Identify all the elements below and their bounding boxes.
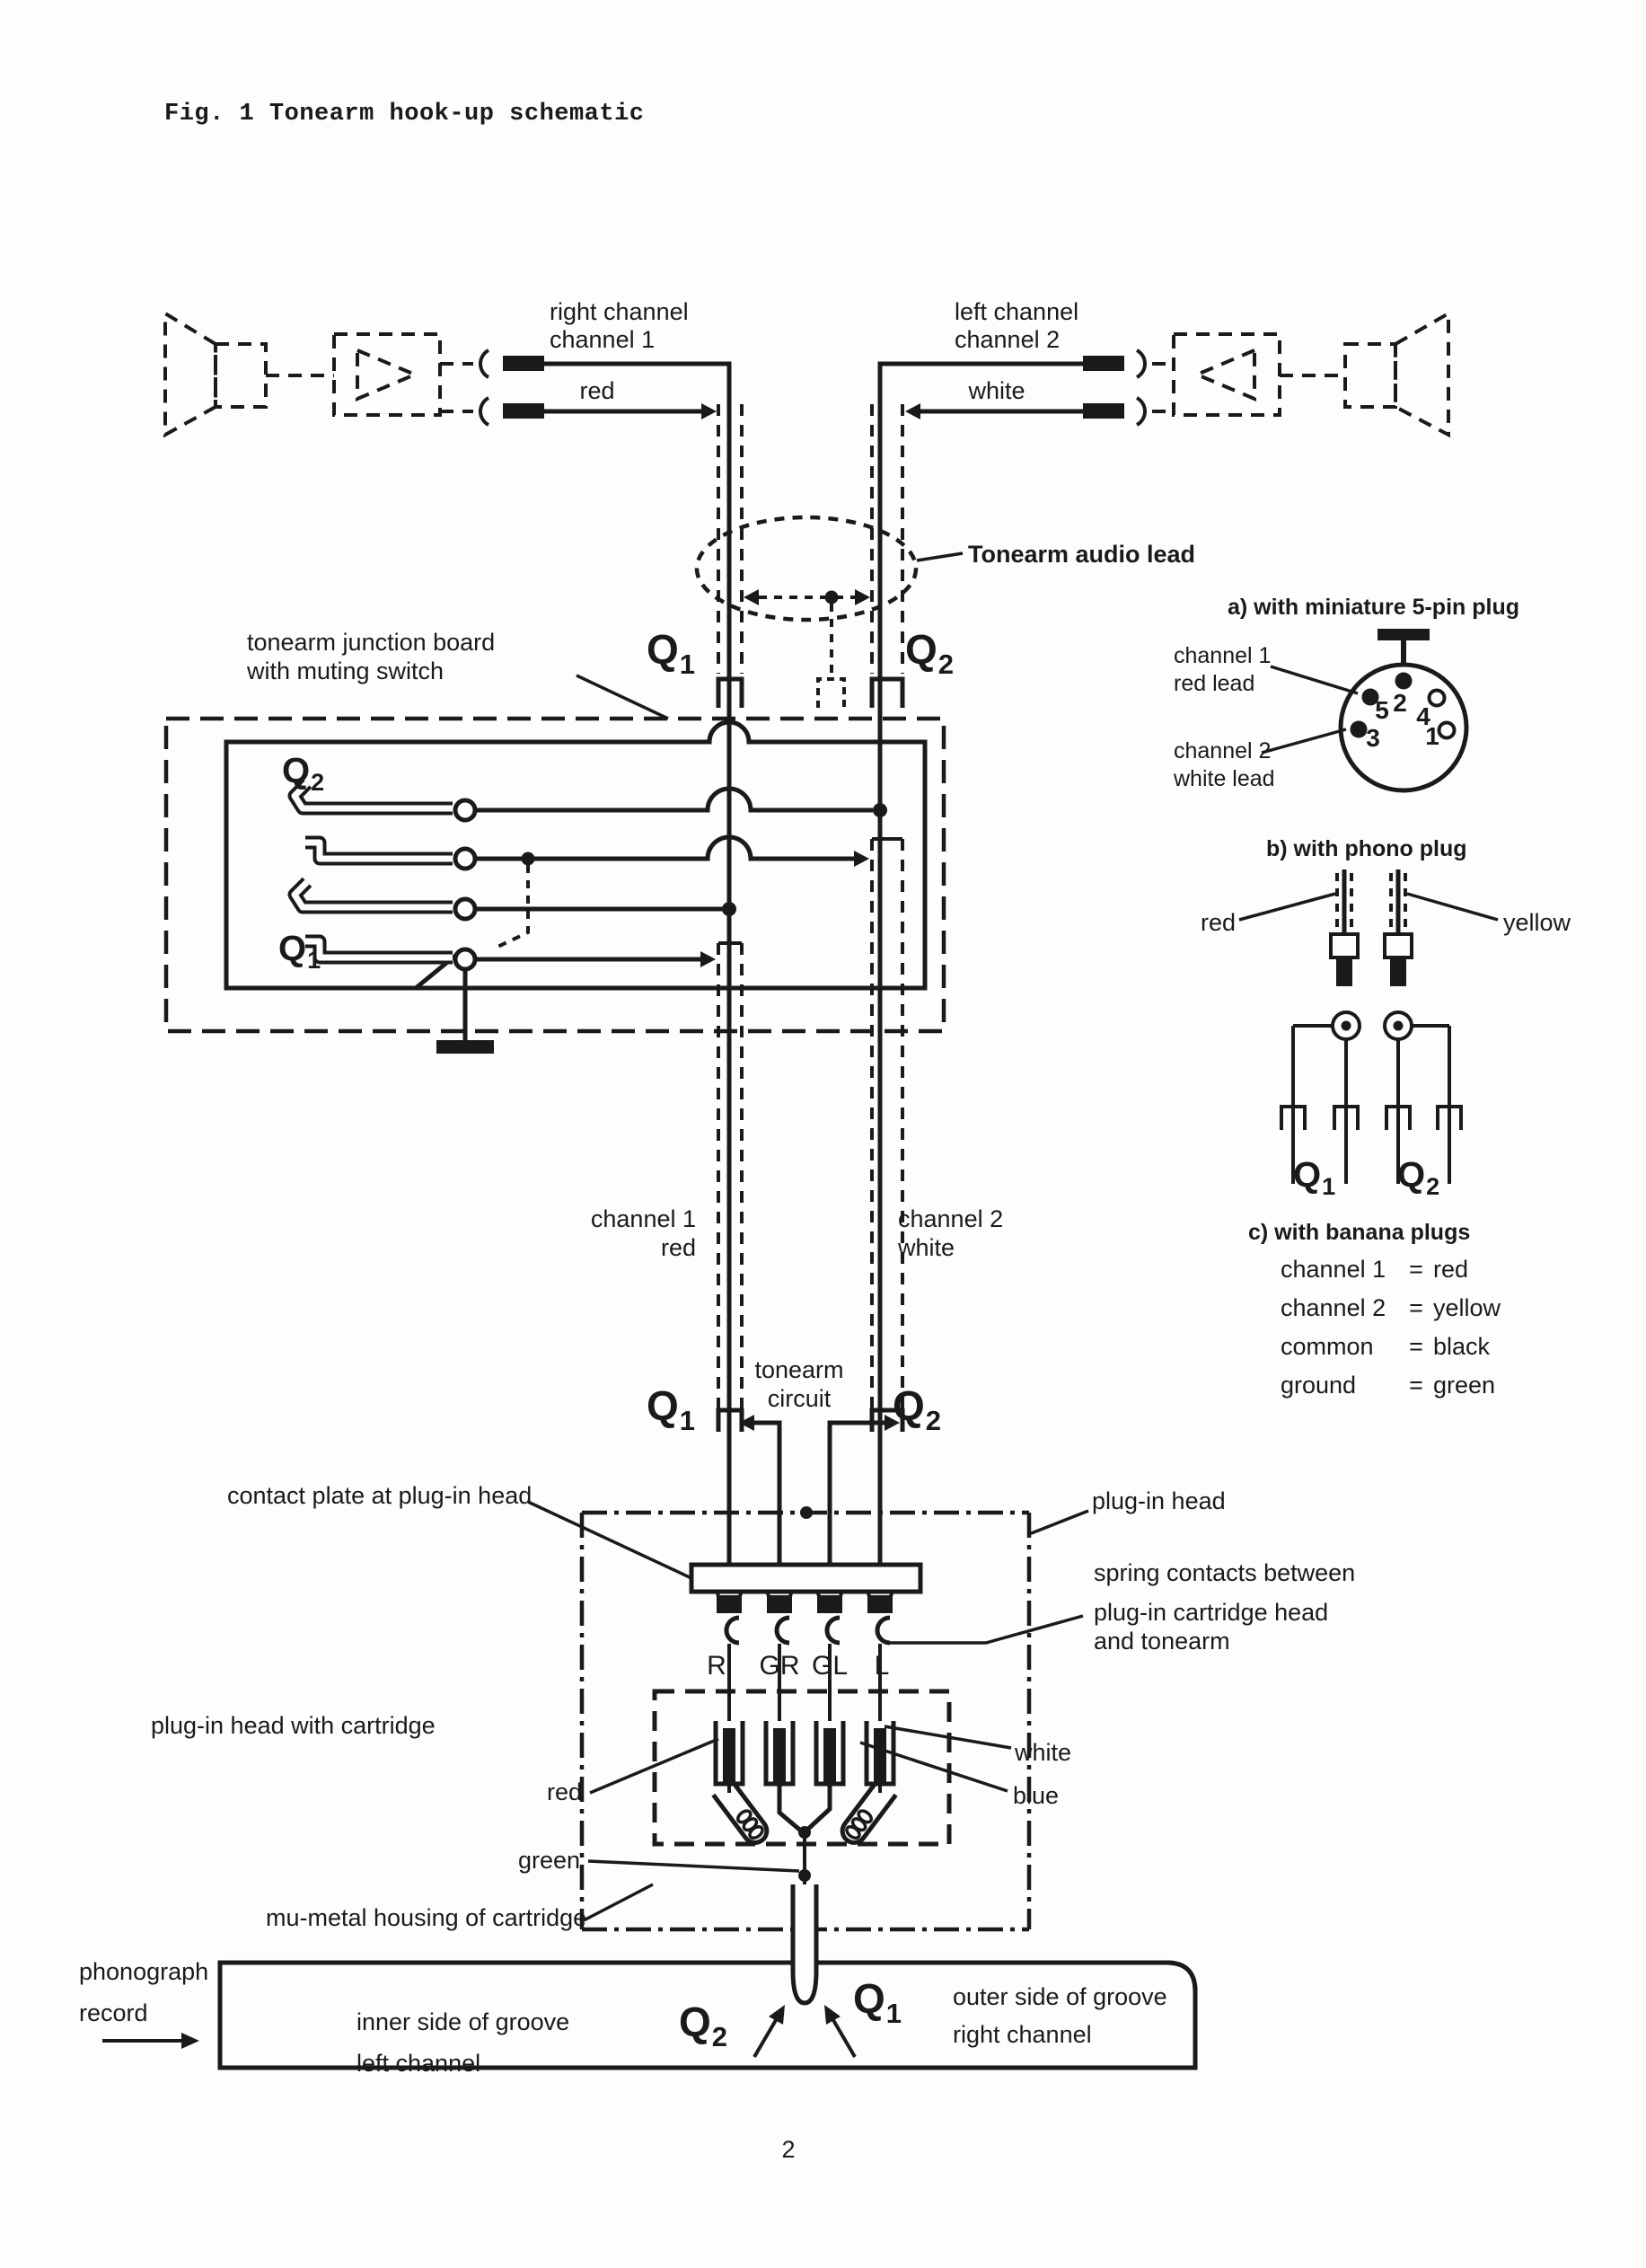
banana-name: channel 1 <box>1281 1256 1386 1283</box>
outer-groove-label: outer side of groove <box>953 1983 1167 2010</box>
q2-top-label: $Q_2$ <box>905 626 955 680</box>
junction-board <box>166 675 944 1054</box>
spring-contact <box>827 1618 840 1643</box>
phono-plug-diagram <box>1239 869 1498 1184</box>
speaker-box-icon <box>216 344 266 407</box>
channel1-red-lead: channel 1 <box>1174 643 1272 668</box>
junction-dot <box>873 803 887 817</box>
panel-a-title: a) with miniature 5-pin plug <box>1228 595 1519 620</box>
phonograph-label: phonograph <box>79 1958 209 1985</box>
phono-yellow-label: yellow <box>1503 909 1571 936</box>
amplifier-triangle-icon <box>357 350 415 399</box>
spring-contact <box>877 1618 890 1643</box>
phono-plug-pin <box>1336 958 1352 986</box>
leader-line <box>1407 894 1498 920</box>
socket-icon <box>1137 398 1145 425</box>
junction-dot <box>800 1506 813 1519</box>
spring-contacts-label: spring contacts between <box>1094 1559 1356 1586</box>
pin-label-5: 5 <box>1375 696 1389 724</box>
left-speaker-amp <box>165 313 489 435</box>
q2-mid-label: $Q_2$ <box>893 1382 942 1436</box>
plug-icon <box>1083 403 1124 419</box>
leader-line <box>588 1861 799 1871</box>
q1-phono-label: $Q_1$ <box>1293 1155 1336 1200</box>
white-wire-label: white <box>968 377 1025 404</box>
contact-circle <box>455 899 475 919</box>
socket-icon <box>480 350 489 377</box>
contact-circle <box>455 849 475 869</box>
phono-red-label: red <box>1200 909 1236 936</box>
mu-metal-label: mu-metal housing of cartridge <box>266 1904 587 1931</box>
banana-value: black <box>1433 1333 1491 1360</box>
inner-groove-label: inner side of groove <box>356 2008 570 2035</box>
arrow-right-icon <box>181 2033 199 2049</box>
panel-b-title: b) with phono plug <box>1266 836 1467 861</box>
red-lead-label: red <box>546 1778 582 1805</box>
arrow-contact <box>905 403 920 419</box>
contact-l-label: L <box>874 1651 890 1681</box>
equals-sign: = <box>1409 1333 1423 1360</box>
left-channel-label: left channel <box>955 298 1079 325</box>
q1-mid-label: $Q_1$ <box>647 1382 696 1436</box>
leader-line <box>1271 666 1358 693</box>
q2-board-label: $Q_2$ <box>282 751 325 796</box>
pin-label-3: 3 <box>1366 724 1380 752</box>
cable2-label: channel 2 <box>898 1205 1004 1232</box>
shield-end-dashed <box>818 679 844 708</box>
phono-plug-collar <box>1331 934 1358 958</box>
cartridge-box <box>655 1691 949 1844</box>
page-number: 2 <box>781 2136 796 2163</box>
banana-name: common <box>1281 1333 1374 1360</box>
cartridge-label: plug-in head with cartridge <box>151 1712 436 1739</box>
banana-name: channel 2 <box>1281 1294 1386 1321</box>
plug-icon <box>1083 356 1124 371</box>
socket-icon <box>1137 350 1145 377</box>
junction-dot <box>825 591 839 605</box>
junction-board-label2: with muting switch <box>247 657 445 684</box>
arrow-contact <box>701 403 717 419</box>
green-lead-label: green <box>517 1847 580 1874</box>
phonograph-record <box>102 1963 1195 2068</box>
leader-line <box>528 1502 691 1578</box>
plug-in-head-label: plug-in head <box>1092 1487 1226 1514</box>
contact-circle <box>455 949 475 969</box>
arrow-contact <box>854 851 869 867</box>
contact-plate-label: contact plate at plug-in head <box>227 1482 533 1509</box>
red-wire-label: red <box>579 377 615 404</box>
cable1-label: channel 1 <box>590 1205 696 1232</box>
junction-dot <box>798 1869 811 1882</box>
outer-groove-label2: right channel <box>953 2021 1092 2048</box>
equals-sign: = <box>1409 1372 1423 1399</box>
white-lead-label: white <box>1015 1739 1072 1766</box>
left-channel-label2: channel 2 <box>955 326 1061 353</box>
right-channel-label2: channel 1 <box>550 326 656 353</box>
leader-line <box>890 1616 1083 1643</box>
q1-bottom-label: $Q_1$ <box>853 1975 902 2029</box>
banana-row <box>1281 1333 1490 1361</box>
muting-switch-lever <box>295 882 453 907</box>
channel2-white-lead: channel 2 <box>1174 738 1272 763</box>
banana-row <box>1281 1294 1501 1322</box>
q1-board-label: $Q_1$ <box>278 929 321 974</box>
q2-bottom-label: $Q_2$ <box>679 1999 728 2052</box>
q2-phono-label: $Q_2$ <box>1397 1155 1440 1200</box>
amplifier-box-icon <box>334 334 440 415</box>
inner-groove-label2: left channel <box>356 2050 481 2077</box>
cable1-label2: red <box>660 1234 696 1261</box>
speaker-box-icon <box>1345 344 1395 407</box>
spring-contacts-label2: plug-in cartridge head <box>1094 1599 1329 1626</box>
cable2-label2: white <box>898 1234 955 1261</box>
leader-line <box>1239 894 1335 920</box>
shield-end <box>872 679 902 708</box>
phono-plug-collar <box>1385 934 1412 958</box>
banana-name: ground <box>1281 1372 1357 1399</box>
amplifier-triangle-icon <box>1197 350 1254 399</box>
amplifier-box-icon <box>1174 334 1280 415</box>
pin-4 <box>1430 691 1445 706</box>
tonearm-circuit-label: tonearm <box>754 1356 844 1383</box>
stylus <box>793 1884 816 2003</box>
equals-sign: = <box>1409 1256 1423 1283</box>
leader-line <box>577 675 668 719</box>
banana-row <box>1281 1256 1468 1284</box>
banana-value: yellow <box>1433 1294 1501 1321</box>
figure-title: Fig. 1 Tonearm hook-up schematic <box>164 101 645 128</box>
right-speaker-amp <box>1137 313 1448 435</box>
spring-contacts-label3: and tonearm <box>1094 1628 1230 1655</box>
speaker-horn-icon <box>1395 313 1448 435</box>
ground-bar <box>1378 629 1430 640</box>
banana-value: green <box>1433 1372 1496 1399</box>
plug-in-head <box>528 1415 1088 1929</box>
junction-board-label: tonearm junction board <box>247 629 496 656</box>
pin-2 <box>1395 673 1413 690</box>
din-plug-diagram <box>1262 629 1466 790</box>
phonograph-label2: record <box>79 1999 148 2026</box>
pin-label-1: 1 <box>1425 722 1439 750</box>
spring-contact <box>726 1618 739 1643</box>
contact-plate <box>691 1565 920 1592</box>
blue-lead-label: blue <box>1013 1782 1060 1809</box>
equals-sign: = <box>1409 1294 1423 1321</box>
tonearm-circuit-label2: circuit <box>767 1385 832 1412</box>
arrow-contact <box>700 951 716 967</box>
pin-label-2: 2 <box>1393 689 1407 717</box>
stylus-group <box>754 1884 855 2057</box>
channel1-red-lead2: red lead <box>1174 671 1255 696</box>
right-channel-label: right channel <box>550 298 689 325</box>
q1-top-label: $Q_1$ <box>647 626 696 680</box>
coil-right <box>838 1781 896 1848</box>
panel-c-title: c) with banana plugs <box>1248 1220 1471 1245</box>
leader-line <box>1029 1511 1088 1534</box>
leader-line <box>584 1884 653 1920</box>
plug-icon <box>503 356 544 371</box>
contact-gr-label: GR <box>759 1651 800 1681</box>
ground-symbol <box>436 1040 494 1054</box>
junction-dot <box>722 902 736 916</box>
speaker-horn-icon <box>165 313 216 435</box>
banana-row <box>1281 1372 1495 1399</box>
audio-lead-label: Tonearm audio lead <box>968 541 1196 568</box>
phono-plug-pin <box>1390 958 1406 986</box>
plug-icon <box>503 403 544 419</box>
contact-gl-label: GL <box>811 1651 849 1681</box>
junction-dot <box>522 852 535 866</box>
leader-line <box>1262 729 1346 753</box>
banana-value: red <box>1433 1256 1469 1283</box>
coil-left <box>713 1781 771 1848</box>
spring-contact <box>777 1618 789 1643</box>
contact-circle <box>455 800 475 820</box>
socket-icon <box>480 398 489 425</box>
contact-r-label: R <box>707 1651 726 1681</box>
channel2-white-lead2: white lead <box>1174 766 1275 791</box>
pin-label-4: 4 <box>1416 702 1430 730</box>
